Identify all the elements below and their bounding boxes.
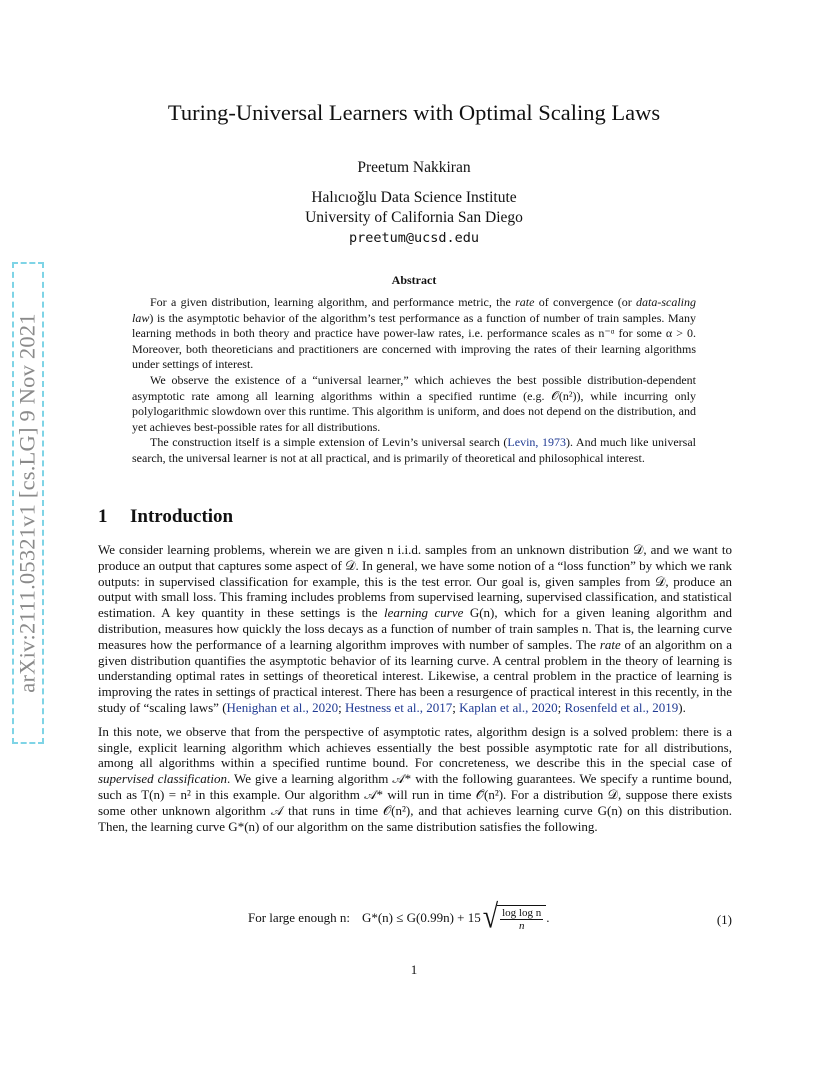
body-text (98, 542, 732, 842)
body-text-run: ; (557, 699, 565, 715)
body-text-run: G(n), which for a given leaning algorithm and distribution, measures how quickly the loss decays as a function of number of train samples n. That is, the learning curve measures how the performance of a learning algorithm improves with number of samples. The (98, 605, 733, 652)
abstract-text: ) is the asymptotic behavior of the algorithm’s test performance as a function of number of train samples. Many learning methods in both theory and practice have power-law rates, i.e. performance scales as n⁻ᵅ for some α > 0. Moreover, both theoreticians and practitioners are concerned with improving the rates of their learning algorithms under settings of interest. (132, 310, 696, 372)
abstract-emph-dsl: data-scaling law (132, 295, 696, 325)
abstract-heading: Abstract (391, 273, 437, 287)
body-text-run: In this note, we observe that from the perspective of asymptotic rates, algorithm design is a solved problem: there is a single, explicit learning algorithm which achieves essentially the best possible asymptotic rate for all distributions, among all algorithms within a specified runtime bound. For concreteness, we describe this in the special case of (98, 723, 732, 771)
citation-link[interactable]: Rosenfeld et al., 2019 (564, 699, 679, 715)
sqrt-symbol: √ $\frac{\text{log log n}}{n}$ (483, 904, 547, 932)
abstract-paragraph-2: We observe the existence of a “universal learner,” which achieves the best possible distribution-dependent asymptotic rate among all learning algorithms within a specified runtime (e.g. 𝒪(n²)), while incurring only polylogarithmic slowdown over this runtime. This algorithm is uniform, and does not depend on the distribution, and yet achieves best-possible rates for all distributions. (132, 372, 696, 434)
author-affiliation-1: Halıcıoğlu Data Science Institute (311, 189, 517, 206)
body-paragraph-1 (98, 542, 732, 716)
author-affiliation-2: University of California San Diego (305, 209, 523, 226)
paper-title: Turing-Universal Learners with Optimal Scaling Laws (167, 100, 661, 125)
fraction-numerator: log log n (502, 906, 542, 919)
equation-fraction (497, 905, 546, 932)
abstract-text: The construction itself is a simple extension of Levin’s universal search ( (150, 435, 508, 450)
equation-1 (98, 898, 732, 938)
author-email[interactable]: preetum@ucsd.edu (348, 230, 480, 246)
body-text-run: ; (338, 699, 345, 715)
abstract-paragraph-1 (132, 295, 696, 373)
equation-suffix: . (546, 910, 550, 925)
equation-lhs: G*(n) ≤ G(0.99n) + 15 (361, 910, 481, 925)
body-emph: rate (599, 636, 621, 652)
abstract-text: of convergence (or (534, 295, 636, 309)
abstract-text: For a given distribution, learning algorithm, and performance metric, the (150, 295, 516, 309)
body-text-run: We consider learning problems, wherein we are given n i.i.d. samples from an unknown distribution 𝒟, and we want to produce an output that captures some aspect of 𝒟. In general, we have some notion of a “loss function” by which we rank outputs: in supervised classification for example, this is the test error. Our goal is, given samples from 𝒟, produce an output with small loss. This framing includes problems from supervised learning, supervised classification, and statistical estimation. A key quantity in these settings is the (98, 542, 732, 621)
body-emph: supervised classification (98, 771, 227, 787)
abstract (132, 295, 696, 467)
abstract-emph-rate: rate (515, 295, 535, 309)
section-heading (98, 506, 233, 528)
citation-link[interactable]: Kaplan et al., 2020 (459, 699, 558, 715)
author-name: Preetum Nakkiran (357, 159, 471, 176)
arxiv-stamp-text: arXiv:2111.05321v1 [cs.LG] 9 Nov 2021 (15, 313, 40, 693)
fraction-denominator: n (518, 919, 525, 932)
body-text-run: of an algorithm on a given distribution quantifies the asymptotic behavior of its learning curve. A central problem in the theory of learning is understanding optimal rates in settings of theoretical interest. Likewise, a central problem in the practice of learning is improving the rates in settings of practical interest. There has been a resurgence of practical interest in this recently, in the study of “scaling laws” ( (98, 636, 732, 715)
citation-link[interactable]: Henighan et al., 2020 (226, 699, 339, 715)
page-number: 1 (410, 962, 418, 977)
abstract-paragraph-3 (132, 435, 696, 466)
body-emph: learning curve (383, 605, 464, 621)
citation-link[interactable]: Hestness et al., 2017 (344, 699, 453, 715)
abstract-text: ). And much like universal search, the universal learner is not at all practical, and is primarily of theoretical and philosophical interest. (132, 435, 697, 465)
section-number: 1 (98, 506, 108, 527)
equation-content (248, 898, 550, 936)
body-paragraph-2 (98, 724, 732, 835)
citation-link[interactable]: Levin, 1973 (507, 435, 566, 450)
section-title: Introduction (130, 506, 234, 527)
author-block (0, 158, 828, 248)
body-text-run: ). (678, 699, 686, 715)
equation-prefix: For large enough n: (248, 910, 350, 925)
body-text-run: ; (452, 699, 460, 715)
arxiv-stamp (12, 262, 44, 744)
body-text-run: . We give a learning algorithm 𝒜* with the following guarantees. We specify a runtime bound, such as T(n) = n² in this example. Our algorithm 𝒜* will run in time 𝒪̃(n²). For a distribution 𝒟, suppose there exists some other unknown algorithm 𝒜 that runs in time 𝒪(n²), and that achieves learning curve G(n) on this distribution. Then, the learning curve G*(n) of our algorithm on the same distribution satisfies the following. (98, 771, 732, 834)
equation-number: (1) (716, 912, 732, 927)
